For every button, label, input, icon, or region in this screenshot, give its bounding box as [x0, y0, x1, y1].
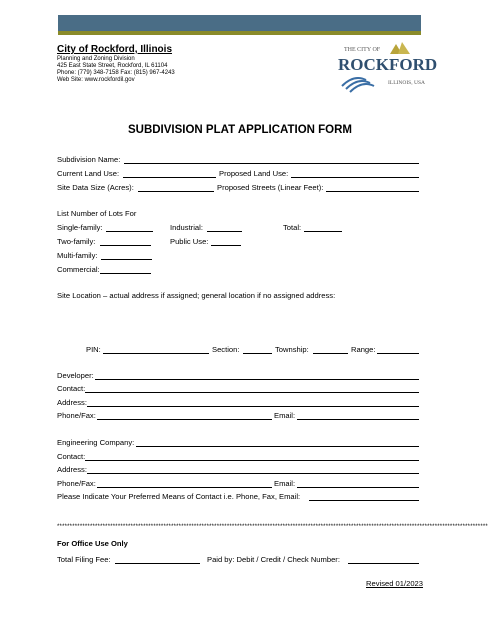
multi-family-field[interactable] — [101, 259, 152, 260]
paid-by-label: Paid by: Debit / Credit / Check Number: — [207, 555, 340, 564]
commercial-field[interactable] — [100, 273, 151, 274]
phone-fax-field[interactable] — [97, 419, 272, 420]
website-text: Web Site: www.rockfordil.gov — [57, 77, 135, 83]
header-band-blue — [58, 15, 421, 31]
developer-label: Developer: — [57, 371, 94, 380]
single-family-label: Single-family: — [57, 223, 103, 232]
form-title: SUBDIVISION PLAT APPLICATION FORM — [127, 124, 353, 136]
proposed-streets-label: Proposed Streets (Linear Feet): — [217, 183, 324, 192]
single-family-field[interactable] — [106, 231, 153, 232]
range-label: Range: — [351, 345, 376, 354]
current-land-use-label: Current Land Use: — [57, 169, 120, 178]
subdivision-name-label: Subdivision Name: — [57, 155, 121, 164]
proposed-streets-field[interactable] — [326, 191, 419, 192]
phone-fax2-label: Phone/Fax: — [57, 479, 96, 488]
industrial-field[interactable] — [207, 231, 242, 232]
address-field[interactable] — [87, 406, 419, 407]
developer-field[interactable] — [95, 379, 419, 380]
email2-field[interactable] — [297, 487, 419, 488]
industrial-label: Industrial: — [170, 223, 203, 232]
email-field[interactable] — [297, 419, 419, 420]
revised-date: Revised 01/2023 — [366, 579, 423, 588]
preferred-contact-label: Please Indicate Your Preferred Means of Contact i.e. Phone, Fax, Email: — [57, 492, 301, 501]
city-title: City of Rockford, Illinois — [57, 44, 173, 55]
multi-family-label: Multi-family: — [57, 251, 98, 260]
two-family-label: Two-family: — [57, 237, 96, 246]
site-location-label: Site Location – actual address if assigned; general location if no assigned address: — [57, 291, 336, 300]
total-field[interactable] — [304, 231, 342, 232]
total-filing-fee-label: Total Filing Fee: — [57, 555, 111, 564]
address2-field[interactable] — [87, 473, 419, 474]
office-use-heading: For Office Use Only — [57, 539, 128, 548]
current-land-use-field[interactable] — [123, 177, 216, 178]
proposed-land-use-label: Proposed Land Use: — [219, 169, 289, 178]
site-data-size-label: Site Data Size (Acres): — [57, 183, 134, 192]
email2-label: Email: — [274, 479, 296, 488]
logo-top-text: THE CITY OF — [344, 47, 381, 53]
township-field[interactable] — [313, 353, 348, 354]
phone-text: Phone: (779) 348-7158 Fax: (815) 967-4243 — [57, 70, 175, 76]
subdivision-name-field[interactable] — [124, 163, 419, 164]
logo-bottom-text: ILLINOIS, USA — [388, 80, 425, 86]
total-label: Total: — [283, 223, 302, 232]
site-data-size-field[interactable] — [138, 191, 214, 192]
email-label: Email: — [274, 411, 296, 420]
contact-label: Contact: — [57, 384, 86, 393]
pin-label: PIN: — [86, 345, 101, 354]
separator-stars: ************************************************************************************************************************************************************************** — [57, 524, 488, 530]
rockford-logo — [336, 40, 438, 94]
address-label: Address: — [57, 398, 87, 407]
address-text: 425 East State Street, Rockford, IL 61104 — [57, 63, 168, 69]
total-filing-fee-field[interactable] — [115, 563, 200, 564]
engineering-company-field[interactable] — [136, 446, 419, 447]
check-number-field[interactable] — [348, 563, 419, 564]
contact-field[interactable] — [85, 392, 419, 393]
section-label: Section: — [212, 345, 240, 354]
preferred-contact-field[interactable] — [309, 500, 419, 501]
phone-fax-label: Phone/Fax: — [57, 411, 96, 420]
public-use-field[interactable] — [211, 245, 241, 246]
lots-heading: List Number of Lots For — [57, 209, 137, 218]
commercial-label: Commercial: — [57, 265, 100, 274]
phone-fax2-field[interactable] — [97, 487, 272, 488]
contact2-field[interactable] — [85, 460, 419, 461]
address2-label: Address: — [57, 465, 87, 474]
division-text: Planning and Zoning Division — [57, 56, 135, 62]
public-use-label: Public Use: — [170, 237, 209, 246]
range-field[interactable] — [377, 353, 419, 354]
township-label: Township: — [275, 345, 309, 354]
logo-name-text: ROCKFORD — [338, 55, 438, 74]
contact2-label: Contact: — [57, 452, 86, 461]
proposed-land-use-field[interactable] — [291, 177, 419, 178]
header-band-olive — [58, 31, 421, 35]
section-field[interactable] — [243, 353, 272, 354]
engineering-company-label: Engineering Company: — [57, 438, 135, 447]
pin-field[interactable] — [103, 353, 209, 354]
two-family-field[interactable] — [100, 245, 151, 246]
